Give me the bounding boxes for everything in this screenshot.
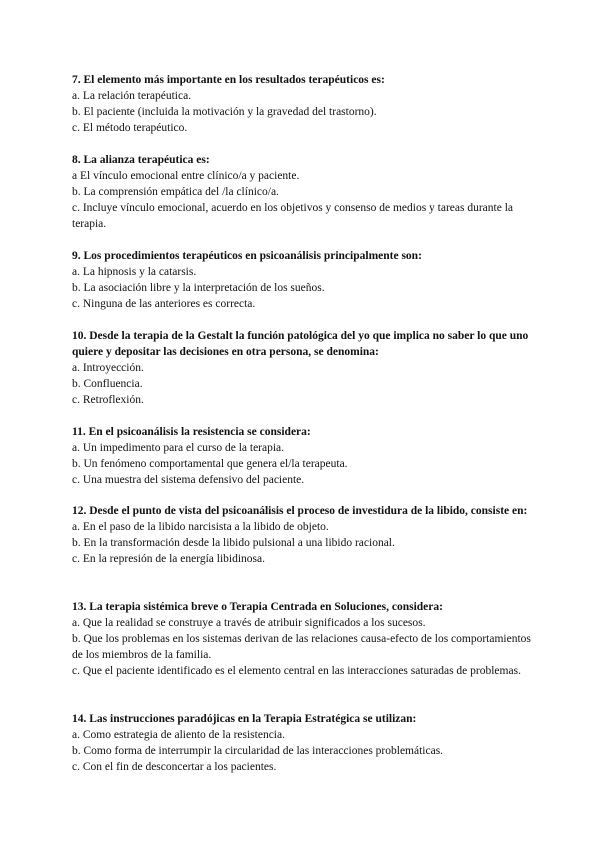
option-b: b. El paciente (incluida la motivación y la gravedad del trastorno). <box>72 106 377 118</box>
option-a: a. La hipnosis y la catarsis. <box>72 266 197 278</box>
option-b: b. Como forma de interrumpir la circularidad de las interacciones problemáticas. <box>72 745 444 757</box>
option-c: c. Ninguna de las anteriores es correcta. <box>72 298 256 310</box>
question-13 <box>72 599 532 679</box>
option-c: c. Con el fin de desconcertar a los pacientes. <box>72 761 277 773</box>
option-a: a. Un impedimento para el curso de la terapia. <box>72 442 285 454</box>
option-c: c. Incluye vínculo emocional, acuerdo en los objetivos y consenso de medios y tareas durante la terapia. <box>72 202 514 230</box>
question-title: 7. El elemento más importante en los resultados terapéuticos es: <box>72 74 385 86</box>
question-title: 11. En el psicoanálisis la resistencia se considera: <box>72 426 311 438</box>
option-c: c. Una muestra del sistema defensivo del paciente. <box>72 474 305 486</box>
option-b: b. La asociación libre y la interpretación de los sueños. <box>72 282 325 294</box>
question-11 <box>72 424 532 488</box>
option-a: a. La relación terapéutica. <box>72 90 192 102</box>
option-b: b. Confluencia. <box>72 378 143 390</box>
question-9 <box>72 248 532 312</box>
option-b: b. La comprensión empática del /la clínico/a. <box>72 186 279 198</box>
option-a: a El vínculo emocional entre clínico/a y paciente. <box>72 170 300 182</box>
option-c: c. Que el paciente identificado es el elemento central en las interacciones saturadas de problemas. <box>72 665 521 677</box>
question-title: 14. Las instrucciones paradójicas en la Terapia Estratégica se utilizan: <box>72 713 417 725</box>
option-c: c. Retroflexión. <box>72 394 144 406</box>
question-7 <box>72 72 532 136</box>
question-title: 13. La terapia sistémica breve o Terapia Centrada en Soluciones, considera: <box>72 601 443 613</box>
option-b: b. Que los problemas en los sistemas derivan de las relaciones causa-efecto de los comportamientos de los miembros de la familia. <box>72 633 531 661</box>
option-b: b. Un fenómeno comportamental que genera el/la terapeuta. <box>72 458 348 470</box>
question-title: 9. Los procedimientos terapéuticos en psicoanálisis principalmente son: <box>72 250 422 262</box>
option-c: c. En la represión de la energía libidinosa. <box>72 553 265 565</box>
question-12 <box>72 503 532 567</box>
question-title: 10. Desde la terapia de la Gestalt la función patológica del yo que implica no saber lo que uno quiere y depositar las decisiones en otra persona, se denomina: <box>72 330 529 358</box>
question-title: 8. La alianza terapéutica es: <box>72 154 210 166</box>
option-a: a. Que la realidad se construye a través de atribuir significados a los sucesos. <box>72 617 426 629</box>
question-14 <box>72 711 532 775</box>
question-8 <box>72 152 532 232</box>
option-b: b. En la transformación desde la libido pulsional a una libido racional. <box>72 537 395 549</box>
question-title: 12. Desde el punto de vista del psicoanálisis el proceso de investidura de la libido, consiste en: <box>72 505 528 517</box>
option-a: a. Introyección. <box>72 362 144 374</box>
option-c: c. El método terapéutico. <box>72 122 188 134</box>
option-a: a. Como estrategia de aliento de la resistencia. <box>72 729 285 741</box>
option-a: a. En el paso de la libido narcisista a la libido de objeto. <box>72 521 329 533</box>
question-10 <box>72 328 532 408</box>
